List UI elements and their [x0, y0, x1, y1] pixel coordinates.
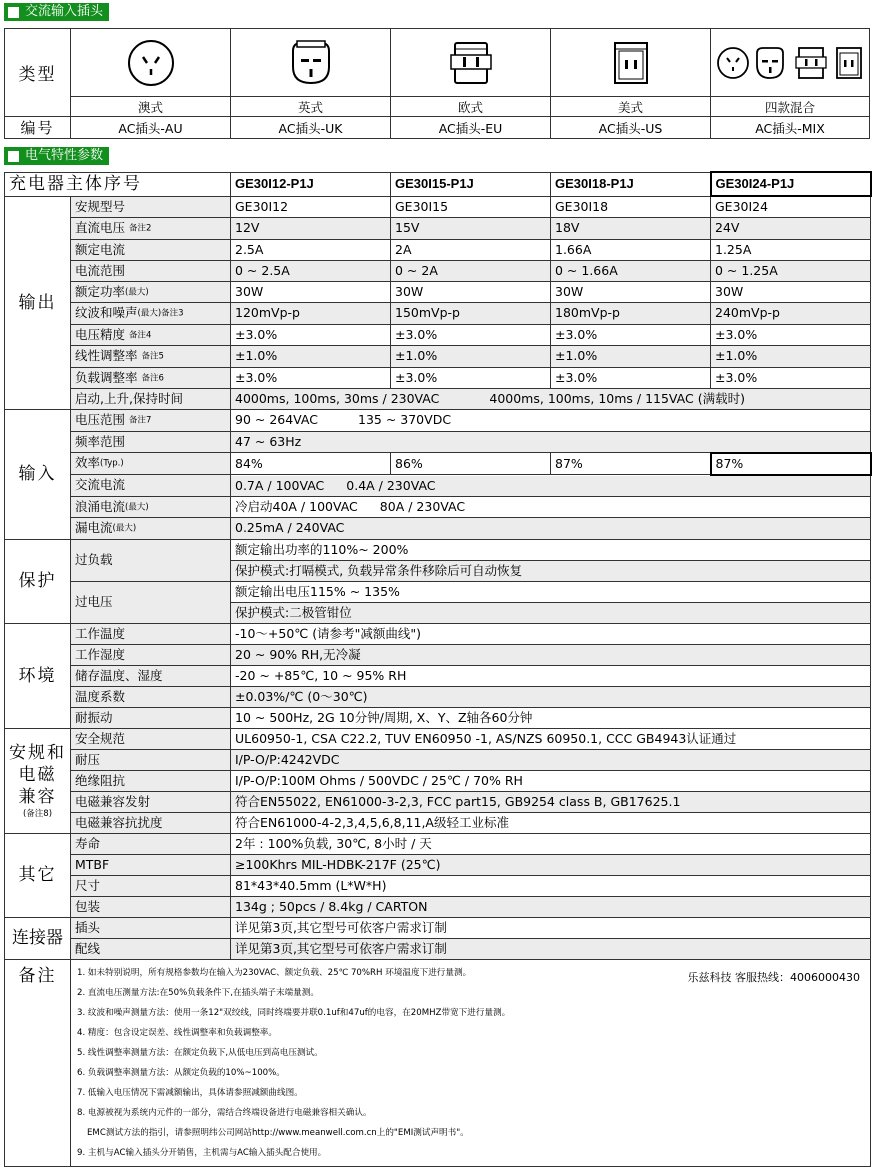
cell: 1.66A	[551, 239, 711, 260]
cell: ±3.0%	[711, 324, 871, 346]
cell: 120mVp-p	[231, 303, 391, 325]
section-title: 交流输入插头	[25, 4, 104, 19]
row-label: 尺寸	[71, 875, 231, 896]
cell: GE30I24	[711, 196, 871, 218]
cell: 0 ~ 2.5A	[231, 260, 391, 281]
row-label: 直流电压 备注2	[71, 218, 231, 240]
row-label: 电压精度 备注4	[71, 324, 231, 346]
plug-code-au: AC插头-AU	[71, 117, 231, 139]
remark-line: 3. 纹波和噪声测量方法：使用一条12"双绞线，同时终端要并联0.1uf和47uf的电容，在20MHZ带宽下进行量测。	[77, 1007, 511, 1018]
plug-name-mix: 四款混合	[711, 97, 870, 117]
code-label: 编号	[5, 117, 71, 139]
row-label: 电磁兼容抗扰度	[71, 812, 231, 833]
remark-line: 4. 精度：包含设定误差、线性调整率和负载调整率。	[77, 1027, 277, 1038]
cell: 0 ~ 2A	[391, 260, 551, 281]
env-value: 20 ~ 90% RH,无冷凝	[231, 644, 871, 665]
row-label: 安全规范	[71, 728, 231, 749]
ac-current-value: 0.7A / 100VAC 0.4A / 230VAC	[231, 475, 871, 497]
env-value: ±0.03%/℃ (0～30℃)	[231, 686, 871, 707]
freq-value: 47 ~ 63Hz	[231, 431, 871, 453]
mix-plug-icon	[711, 29, 870, 97]
cell: 30W	[551, 281, 711, 303]
safety-value: 符合EN55022, EN61000-3-2,3, FCC part15, GB9254 class B, GB17625.1	[231, 791, 871, 812]
cell: 15V	[391, 218, 551, 240]
cell: 240mVp-p	[711, 303, 871, 325]
plug-code-uk: AC插头-UK	[231, 117, 391, 139]
remark-line: 8. 电源被视为系统内元件的一部分，需结合终端设备进行电磁兼容相关确认。	[77, 1107, 372, 1118]
remark-line: 5. 线性调整率测量方法：在额定负载下,从低电压到高电压测试。	[77, 1047, 323, 1058]
safety-value: 符合EN61000-4-2,3,4,5,6,8,11,A级轻工业标准	[231, 812, 871, 833]
cell: 12V	[231, 218, 391, 240]
safety-value: I/P-O/P:4242VDC	[231, 749, 871, 770]
plug-table	[4, 28, 870, 139]
row-label: 额定功率(最大)	[71, 281, 231, 303]
row-label: 纹波和噪声(最大)备注3	[71, 303, 231, 325]
env-value: -20 ~ +85℃, 10 ~ 95% RH	[231, 665, 871, 686]
cell: ±3.0%	[551, 367, 711, 389]
overload-line2: 保护模式:打嗝模式, 负载异常条件移除后可自动恢复	[231, 560, 871, 581]
overvolt-line1: 额定输出电压115% ~ 135%	[231, 581, 871, 602]
cell: ±1.0%	[391, 346, 551, 368]
connector-value: 详见第3页,其它型号可依客户需求订制	[231, 917, 871, 938]
cell: 2.5A	[231, 239, 391, 260]
row-label: 包装	[71, 896, 231, 917]
cell: GE30I12	[231, 196, 391, 218]
row-label: 电流范围	[71, 260, 231, 281]
remark-line: 7. 低输入电压情况下需减额输出，具体请参照减额曲线图。	[77, 1087, 303, 1098]
remark-line: 9. 主机与AC输入插头分开销售，主机需与AC输入插头配合使用。	[77, 1147, 327, 1158]
safety-value: I/P-O/P:100M Ohms / 500VDC / 25℃ / 70% RH	[231, 770, 871, 791]
row-label: 过电压	[71, 581, 231, 623]
cell: 2A	[391, 239, 551, 260]
cell: 150mVp-p	[391, 303, 551, 325]
cell: 87%	[711, 453, 871, 475]
row-label: 电压范围 备注7	[71, 410, 231, 432]
us-plug-icon	[551, 29, 711, 97]
square-icon	[8, 151, 19, 162]
row-label: 储存温度、湿度	[71, 665, 231, 686]
cell: 86%	[391, 453, 551, 475]
group-env: 环境	[5, 623, 71, 728]
env-value: -10～+50℃ (请参考"减额曲线")	[231, 623, 871, 644]
other-value: 2年 : 100%负载, 30℃, 8小时 / 天	[231, 833, 871, 854]
startup-value: 4000ms, 100ms, 30ms / 230VAC 4000ms, 100ms, 10ms / 115VAC (满载时)	[231, 389, 871, 410]
row-label: 安规型号	[71, 196, 231, 218]
section-header-electrical	[4, 147, 109, 165]
group-protect: 保护	[5, 539, 71, 623]
other-value: ≥100Khrs MIL-HDBK-217F (25℃)	[231, 854, 871, 875]
input-voltage-value: 90 ~ 264VAC 135 ~ 370VDC	[231, 410, 871, 432]
section-header-ac-plug	[4, 3, 109, 21]
cell: GE30I15	[391, 196, 551, 218]
type-label: 类型	[5, 29, 71, 117]
plug-name-au: 澳式	[71, 97, 231, 117]
cell: 30W	[231, 281, 391, 303]
cell: 30W	[391, 281, 551, 303]
other-value: 134g ; 50pcs / 8.4kg / CARTON	[231, 896, 871, 917]
plug-code-eu: AC插头-EU	[391, 117, 551, 139]
model-header-3: GE30I18-P1J	[551, 172, 711, 196]
row-label: 频率范围	[71, 431, 231, 453]
model-header-1: GE30I12-P1J	[231, 172, 391, 196]
row-label: 效率(Typ.)	[71, 453, 231, 475]
cell: ±1.0%	[231, 346, 391, 368]
cell: 87%	[551, 453, 711, 475]
remark-line: 2. 直流电压测量方法:在50%负载条件下,在插头端子末端量测。	[77, 987, 319, 998]
model-header-2: GE30I15-P1J	[391, 172, 551, 196]
row-label: 额定电流	[71, 239, 231, 260]
cell: ±1.0%	[711, 346, 871, 368]
cell: ±3.0%	[711, 367, 871, 389]
row-label: 配线	[71, 938, 231, 959]
remark-line: EMC测试方法的指引，请参照明纬公司网站http://www.meanwell.com.cn上的"EMI测试声明书"。	[87, 1127, 469, 1138]
row-label: 寿命	[71, 833, 231, 854]
other-value: 81*43*40.5mm (L*W*H)	[231, 875, 871, 896]
cell: 18V	[551, 218, 711, 240]
row-label: 耐振动	[71, 707, 231, 728]
model-header-label: 充电器主体序号	[5, 172, 231, 196]
group-input: 输入	[5, 410, 71, 540]
row-label: 启动,上升,保持时间	[71, 389, 231, 410]
row-label: 交流电流	[71, 475, 231, 497]
cell: ±3.0%	[551, 324, 711, 346]
hotline: 乐兹科技 客服热线：4006000430	[687, 970, 860, 984]
cell: ±3.0%	[231, 324, 391, 346]
row-label: 温度系数	[71, 686, 231, 707]
plug-name-eu: 欧式	[391, 97, 551, 117]
overvolt-line2: 保护模式:二极管钳位	[231, 602, 871, 623]
plug-code-mix: AC插头-MIX	[711, 117, 870, 139]
connector-value: 详见第3页,其它型号可依客户需求订制	[231, 938, 871, 959]
square-icon	[8, 7, 19, 18]
cell: 180mVp-p	[551, 303, 711, 325]
cell: ±3.0%	[231, 367, 391, 389]
row-label: 插头	[71, 917, 231, 938]
remark-line: 6. 负载调整率测量方法：从额定负载的10%~100%。	[77, 1067, 285, 1078]
plug-code-us: AC插头-US	[551, 117, 711, 139]
row-label: 负载调整率 备注6	[71, 367, 231, 389]
leak-value: 0.25mA / 240VAC	[231, 518, 871, 540]
cell: 0 ~ 1.25A	[711, 260, 871, 281]
cell: 0 ~ 1.66A	[551, 260, 711, 281]
group-safety: 安规和 电磁 兼容 (备注8)	[5, 728, 71, 833]
cell: 30W	[711, 281, 871, 303]
uk-plug-icon	[231, 29, 391, 97]
row-label: 绝缘阻抗	[71, 770, 231, 791]
remark-line: 1. 如未特别说明，所有规格参数均在输入为230VAC、额定负载、25℃ 70%RH 环境温度下进行量测。	[77, 967, 472, 978]
row-label: 过负载	[71, 539, 231, 581]
plug-name-uk: 英式	[231, 97, 391, 117]
row-label: MTBF	[71, 854, 231, 875]
spec-table	[4, 171, 872, 1167]
cell: 1.25A	[711, 239, 871, 260]
cell: 24V	[711, 218, 871, 240]
model-header-4: GE30I24-P1J	[711, 172, 871, 196]
safety-value: UL60950-1, CSA C22.2, TUV EN60950 -1, AS/NZS 60950.1, CCC GB4943认证通过	[231, 728, 871, 749]
cell: ±3.0%	[391, 367, 551, 389]
overload-line1: 额定输出功率的110%~ 200%	[231, 539, 871, 560]
row-label: 漏电流(最大)	[71, 518, 231, 540]
eu-plug-icon	[391, 29, 551, 97]
remarks-block	[71, 959, 871, 1166]
cell: ±3.0%	[391, 324, 551, 346]
cell: GE30I18	[551, 196, 711, 218]
group-connector: 连接器	[5, 917, 71, 959]
row-label: 线性调整率 备注5	[71, 346, 231, 368]
row-label: 浪涌电流(最大)	[71, 496, 231, 518]
inrush-value: 冷启动40A / 100VAC 80A / 230VAC	[231, 496, 871, 518]
row-label: 工作温度	[71, 623, 231, 644]
group-output: 输出	[5, 196, 71, 410]
cell: 84%	[231, 453, 391, 475]
plug-name-us: 美式	[551, 97, 711, 117]
group-other: 其它	[5, 833, 71, 917]
group-remarks: 备注	[5, 959, 71, 1166]
env-value: 10 ~ 500Hz, 2G 10分钟/周期, X、Y、Z轴各60分钟	[231, 707, 871, 728]
au-plug-icon	[71, 29, 231, 97]
cell: ±1.0%	[551, 346, 711, 368]
section-title: 电气特性参数	[25, 148, 104, 163]
row-label: 耐压	[71, 749, 231, 770]
row-label: 电磁兼容发射	[71, 791, 231, 812]
row-label: 工作湿度	[71, 644, 231, 665]
